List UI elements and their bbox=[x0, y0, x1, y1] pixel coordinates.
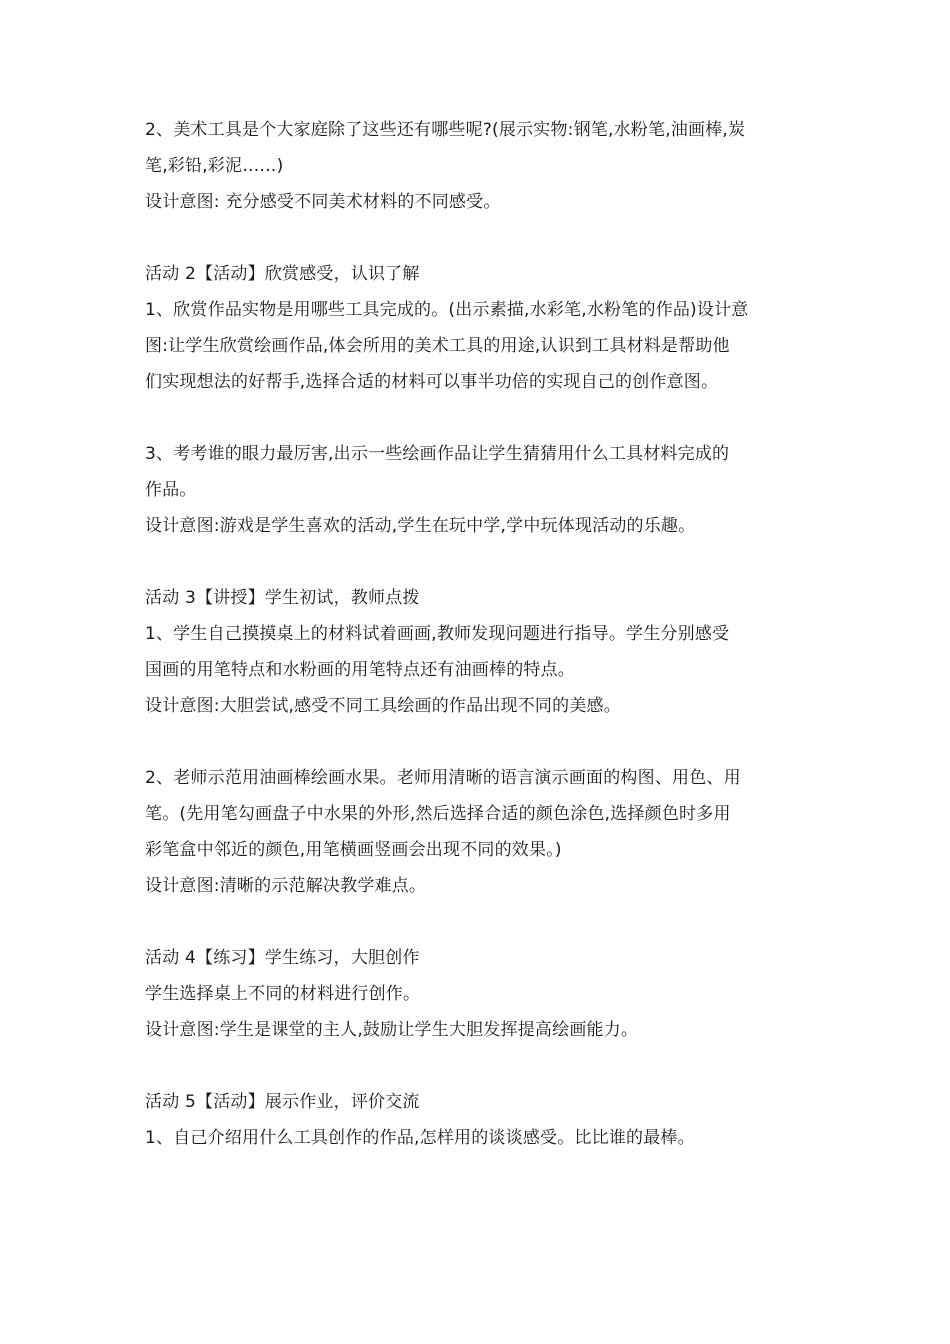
document-body bbox=[145, 112, 810, 1156]
text-line: 学生选择桌上不同的材料进行创作。 bbox=[145, 984, 421, 1004]
text-line: 2、老师示范用油画棒绘画水果。老师用清晰的语言演示画面的构图、用色、用 bbox=[145, 768, 741, 788]
text-line: 设计意图:学生是课堂的主人,鼓励让学生大胆发挥提高绘画能力。 bbox=[145, 1020, 639, 1040]
paragraph-gap bbox=[145, 544, 810, 580]
activity-heading: 活动 4【练习】学生练习，大胆创作 bbox=[145, 948, 420, 968]
text-line: 们实现想法的好帮手,选择合适的材料可以事半功倍的实现自己的创作意图。 bbox=[145, 372, 719, 392]
text-line: 1、自己介绍用什么工具创作的作品,怎样用的谈谈感受。比比谁的最棒。 bbox=[145, 1128, 695, 1148]
activity-heading: 活动 3【讲授】学生初试，教师点拨 bbox=[145, 588, 420, 608]
paragraph-gap bbox=[145, 904, 810, 940]
text-line: 2、美术工具是个大家庭除了这些还有哪些呢?(展示实物:钢笔,水粉笔,油画棒,炭 bbox=[145, 120, 746, 140]
text-line: 国画的用笔特点和水粉画的用笔特点还有油画棒的特点。 bbox=[145, 660, 575, 680]
text-line: 笔。(先用笔勾画盘子中水果的外形,然后选择合适的颜色涂色,选择颜色时多用 bbox=[145, 804, 731, 824]
activity-heading: 活动 2【活动】欣赏感受，认识了解 bbox=[145, 264, 420, 284]
paragraph-gap bbox=[145, 1048, 810, 1084]
text-line: 设计意图:大胆尝试,感受不同工具绘画的作品出现不同的美感。 bbox=[145, 696, 621, 716]
text-line: 笔,彩铅,彩泥……) bbox=[145, 156, 284, 176]
paragraph-gap bbox=[145, 724, 810, 760]
paragraph-gap bbox=[145, 220, 810, 256]
text-line: 图:让学生欣赏绘画作品,体会所用的美术工具的用途,认识到工具材料是帮助他 bbox=[145, 336, 730, 356]
text-line: 作品。 bbox=[145, 480, 197, 500]
text-line: 1、欣赏作品实物是用哪些工具完成的。(出示素描,水彩笔,水粉笔的作品)设计意 bbox=[145, 300, 749, 320]
text-line: 彩笔盒中邻近的颜色,用笔横画竖画会出现不同的效果。) bbox=[145, 840, 562, 860]
text-line: 3、考考谁的眼力最厉害,出示一些绘画作品让学生猜猜用什么工具材料完成的 bbox=[145, 444, 730, 464]
text-line: 设计意图:游戏是学生喜欢的活动,学生在玩中学,学中玩体现活动的乐趣。 bbox=[145, 516, 696, 536]
activity-heading: 活动 5【活动】展示作业，评价交流 bbox=[145, 1092, 420, 1112]
text-line: 设计意图:清晰的示范解决教学难点。 bbox=[145, 876, 427, 896]
text-line: 设计意图: 充分感受不同美术材料的不同感受。 bbox=[145, 192, 501, 212]
text-line: 1、学生自己摸摸桌上的材料试着画画,教师发现问题进行指导。学生分别感受 bbox=[145, 624, 730, 644]
paragraph-gap bbox=[145, 400, 810, 436]
